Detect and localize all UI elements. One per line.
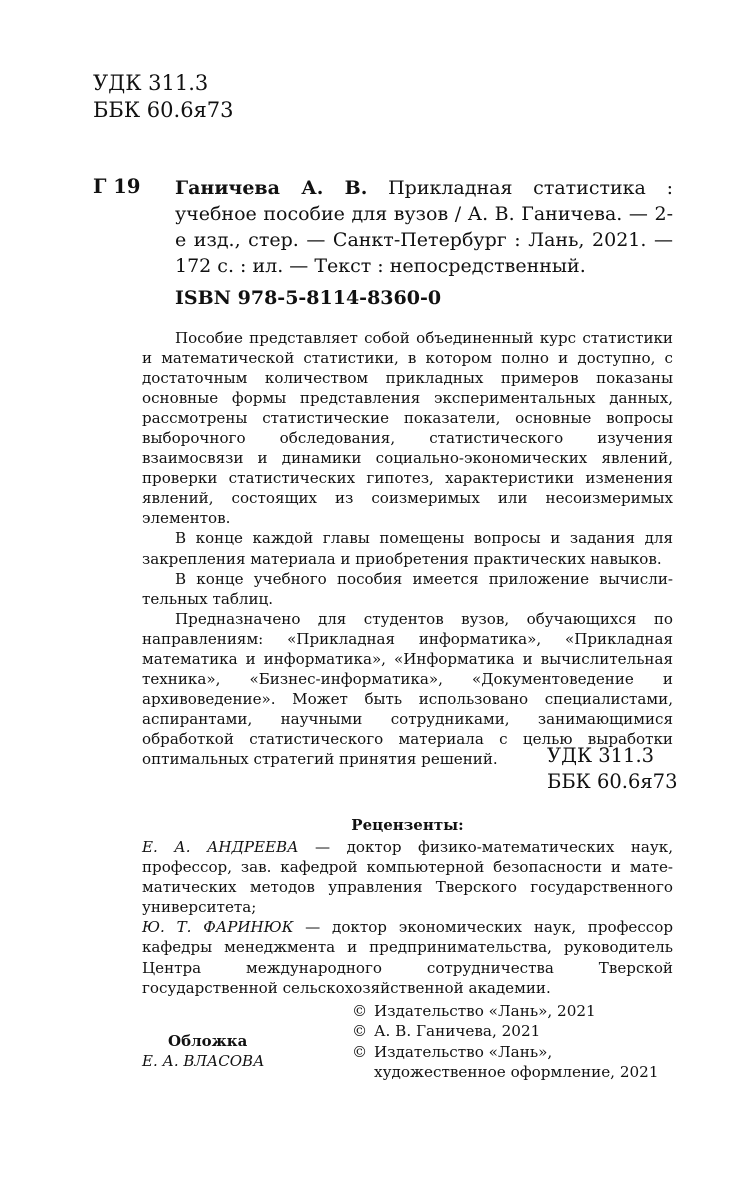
bibliographic-record xyxy=(175,175,673,279)
copyright-line-continued xyxy=(352,1062,659,1082)
bbk-code: ББК 60.6я73 xyxy=(93,98,234,122)
annotation-paragraph: Пособие представляет собой объединенный курс статистики и математической статистики, в котором полно и доступно, с достаточным количеством прикладных примеров показаны основные формы представления экспериментальных данных, рассмотрены статистические показатели, основные вопросы выборочного обследования, статистического изучения взаимосвязи и динамики социально-экономических явлений, проверки статистических гипотез, характеристики изменения явлений, состоящих из соизмеримых или несоизмеримых элементов. xyxy=(142,329,673,528)
classification-codes-top xyxy=(93,70,234,124)
copyright-text: А. В. Ганичева, 2021 xyxy=(374,1022,541,1041)
udk-code: УДК 311.3 xyxy=(547,744,655,767)
copyright-line xyxy=(352,1021,659,1041)
annotation-paragraph: В конце каждой главы помещены вопросы и задания для закрепления материала и приобретения практических навыков. xyxy=(142,529,673,568)
copyright-icon: © xyxy=(352,1022,368,1041)
copyright-icon: © xyxy=(352,1002,368,1020)
cover-credit xyxy=(142,1031,264,1071)
annotation xyxy=(142,328,673,769)
author: Ганичева А. В. xyxy=(175,177,368,199)
annotation-paragraph: Предназначено для студентов вузов, обучающихся по направлениям: «Прикладная информатика», «Прикладная математика и информатика», «Информатика и вычислительная техника», «Бизнес-информатика», «Документоведение и архивоведение». Может быть использовано специалистами, аспирантами, научными сотрудниками, занимающимися обработкой статистического материала с целью выработки оптимальных стратегий принятия решений. xyxy=(142,609,673,768)
isbn: ISBN 978-5-8114-8360-0 xyxy=(175,287,442,309)
copyright-text: Издательство «Лань», 2021 xyxy=(374,1002,596,1020)
annotation-paragraph: В конце учебного пособия имеется приложение вычислительных таблиц. xyxy=(142,569,673,608)
copyright-icon: © xyxy=(352,1042,368,1061)
copyright-text: художественное оформление, 2021 xyxy=(374,1062,659,1081)
copyright-line xyxy=(352,1042,659,1062)
bibliographic-description: Прикладная статистика : учебное пособие для вузов / А. В. Ганичева. — 2-е изд., стер. — Санкт-Петербург : Лань, 2021. — 172 с. : ил. — Текст : непосредственный. xyxy=(175,177,673,277)
classification-codes-mid xyxy=(547,743,677,795)
cover-artist: Е. А. ВЛАСОВА xyxy=(142,1052,265,1070)
cover-label: Обложка xyxy=(168,1032,248,1050)
reviewer-entry xyxy=(142,917,673,997)
reviewer-name: Ю. Т. ФАРИНЮК xyxy=(142,918,294,937)
reviewer-name: Е. А. АНДРЕЕВА xyxy=(142,838,299,856)
catalog-index: Г 19 xyxy=(93,175,141,198)
copyright-text: Издательство «Лань», xyxy=(374,1042,553,1061)
reviewer-description: — доктор экономических наук, профессор кафедры менеджмента и предпринимательства, руководитель Центра международного сотрудничества Тверской государственной сельскохозяйственной академии. xyxy=(142,918,673,997)
copyright-block xyxy=(352,1001,659,1082)
reviewers-list xyxy=(142,837,673,998)
reviewer-description: — доктор физико-математических наук, профессор, зав. кафедрой компьютерной безопасности и математических методов управления Тверского государственного университета; xyxy=(142,838,673,917)
reviewer-entry xyxy=(142,837,673,917)
copyright-line xyxy=(352,1001,659,1021)
udk-code: УДК 311.3 xyxy=(93,71,209,95)
bbk-code: ББК 60.6я73 xyxy=(547,770,678,793)
reviewers-title: Рецензенты: xyxy=(351,816,464,834)
